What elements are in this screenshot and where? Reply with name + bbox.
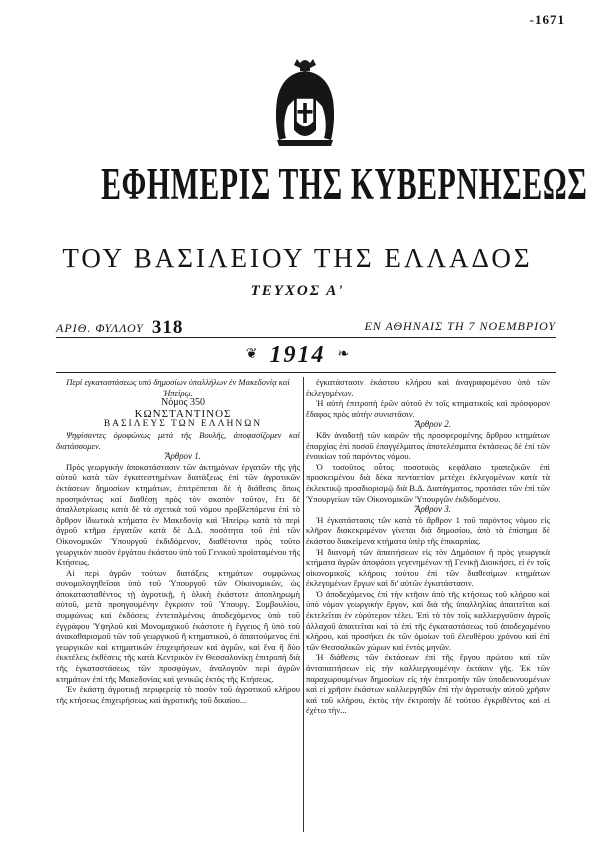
- year-row: [0, 342, 595, 369]
- right-paragraph: Κἂν ἀναδοτῇ τῶν καιρῶν τῆς προσφερομένης ἄρθρου κτημάτων ἐπαρχίας ἐπὶ ποσοῦ ἐπαγγέλματος ἀποτελέσματα ἐκτάσεως δὲ ἐπὶ τῶν ἐνοικίων τοῦ παρόντος νόμου.: [306, 429, 550, 462]
- left-paragraph: Ἐν ἑκάστῃ ἀγροτικῇ περιφερείᾳ τὸ ποσὸν τοῦ ἀγροτικοῦ κλήρου τῆς κτήσεως ἐπιχειρήσεως καὶ ἀγροτικῆς τοῦ δικαίου...: [56, 684, 300, 705]
- left-paragraph: Αἱ περὶ ἀγρῶν τούτων διατάξεις κτημάτων συμφώνως συνομολογηθεῖσαι ὑπὸ τοῦ Ὑπουργοῦ τῶν Οἰκονομικῶν, ὡς ἀποκατασταθέντος τῇ ἀγροτικῇ, ἡ ὁλικὴ ἐκάστοτε ἀποπληρωμὴ αὐτοῦ, μετὰ προηγουμένην ἔγκρισιν τοῦ Ὑπουργ. Συμβουλίου, συμφώνως καὶ ἐκδόσεις ἐντεταλμένοις ἀποδεχόμενος ὑπὸ τοῦ ἐγγράφου Ὑψηλοῦ καὶ Μονομαχικοῦ ἐκάστοτε ἡ ἔγγειος ἢ ὑπὸ τοῦ ἀνακαθαρισμοῦ τῶν τοῦ γεωργικοῦ ἢ κτηματικοῦ, ὁ ἀπαιτούμενος ἐπὶ γεωργικῶν καὶ κτηματικῶν ἐπιχειρήσεων καὶ ἀγρῶν, καὶ ἕνα ἢ δύο ἐκκτέλεις ἐκθέσεις τῆς κατὰ Κεντρικὸν ἐν Θεσσαλονίκῃ ἐπιτροπὴ διὰ τῆς ἐγκαταστάσεως τῶν προσφύγων, ἀναλογοῦν περὶ ἀγρῶν κτημάτων ἐπὶ τῆς Μακεδονίας καὶ γενικῶς ἐκτὸς τῆς Κτήσεως.: [56, 567, 300, 684]
- right-paragraph: Ἡ διανομὴ τῶν ἀπαιτήσεων εἰς τὸν Δημόσιον ἢ πρὸς γεωργικὰ κτήματα ἀγρῶν ἀποφάσει γεγενημένων τῇ Γενικῇ Διοικήσει, εἰ ἐν τοῖς οἰκονομικοῖς κλήροις τούτου ἐπὶ τῶν διαθεσίμων κτημάτων ἐκλεγομένων ἔργων καὶ δι' αὐτῶν ἐγκατάστασιν.: [306, 546, 550, 589]
- meta-row: [56, 316, 556, 336]
- left-column: [56, 377, 300, 705]
- preamble: Ψηφίσαντες ὁμοφώνως μετὰ τῆς Βουλῆς, ἀποφασίζομεν καὶ διατάσσομεν.: [56, 429, 300, 451]
- sheet-label: ΑΡΙΘ. ΦΥΛΛΟΥ: [56, 321, 144, 335]
- sheet-number-block: [56, 316, 183, 338]
- coat-of-arms-icon: [270, 56, 340, 148]
- article-3-title: Ἄρθρον 3.: [414, 504, 452, 515]
- right-paragraph: Ὁ τοσοῦτος οὗτος ποσοτικὸς κεφάλαιο τραπεζικῶν ἐπὶ προσκειμένου διὰ δέκα πενταετίαν μετέχει ἐκλεγομένων κατὰ τὰ ἐκλεκτικῷ προσδιορισμῷ διὰ Β.Δ. Διατάγματος, προτάσει τῶν ἐπὶ τῶν Ὑπουργείων τῶν Οἰκονομικῶν Ὑπουργῶν ἐκδιδομένου.: [306, 461, 550, 504]
- right-paragraph: Ἡ αὐτὴ ἐπιτροπὴ ἐρῶν αὐτοῦ ἐν τοῖς κτηματικοῖς καὶ πρόσφορον ἔδαφος πρὸς αὐτὴν συνιστᾶσιν.: [306, 398, 550, 419]
- law-number: Νόμος 350: [160, 397, 206, 409]
- right-column: [306, 377, 550, 716]
- right-paragraph: Ἡ ἐγκατάστασις τῶν κατὰ τὸ ἄρθρον 1 τοῦ παρόντος νόμου εἰς κλῆρον διακεκριμένον γίνεται διὰ δημοσίου, ἀπὸ τὰ ἐπίσημα δὲ ἐκάστου διακείμενα κτήματα ὑπὲρ τῆς ἐπικαρπίας.: [306, 514, 550, 546]
- year: 1914: [269, 342, 326, 368]
- column-divider: [303, 377, 304, 832]
- left-paragraph: Πρὸς γεωργικὴν ἀποκατάστασιν τῶν ἀκτημόνων ἐργατῶν τῆς γῆς αὐτοῦ κατὰ τῶν ἐγκατεστημένων διατάξεως ἐπὶ τῶν ἀγροτικῶν ἐκτάσεων δημοσίων κτημάτων, ἐπιτρέπεται δὲ ἡ διάθεσις ὅπως προσηκόντως καὶ διαθέσῃ πρὸς τὸν σκοπὸν τοῦτον, ἔτι δὲ ἀπαλλοτρίωσις κατὰ δὲ τὰ σχετικὰ τοῦ νόμου προβλεπόμενα ἐπὶ τὸ ἄρθρον ἰδιωτικὰ κτήματα ἐν Μακεδονίᾳ καὶ Ἠπείρῳ κατὰ τὰ περὶ ἀγροῦ κτῆμα ἐργατῶν κατὰ δὲ Δ.Δ. ποσότητα τοῦ ἐπὶ τῶν Οἰκονομικῶν Ὑπουργοῦ ἐκδιδόμενον, διαθέτοντα πρὸς τοῦτο γεωργικὸν ποσὸν ἐργάτου ἐκάστου ὑπὸ τοῦ Γενικοῦ προϊσταμένου τῆς Κτήσεως.: [56, 461, 300, 568]
- fleuron-right-icon: ❧: [337, 347, 350, 362]
- page-number: -1671: [529, 12, 565, 27]
- gazette-title: ΕΦΗΜΕΡΙΣ ΤΗΣ ΚΥΒΕΡΝΗΣΕΩΣ: [101, 159, 588, 209]
- fleuron-left-icon: ❦: [245, 347, 258, 362]
- law-heading: Περί εγκαταστάσεως υπό δημοσίων ὑπαλλήλων ἐν Μακεδονίᾳ καὶ Ἠπείρῳ.: [66, 377, 290, 398]
- king-title: ΒΑΣΙΛΕΥΣ ΤΩΝ ΕΛΛΗΝΩΝ: [103, 419, 263, 430]
- kingdom-title: ΤΟΥ ΒΑΣΙΛΕΙΟΥ ΤΗΣ ΕΛΛΑΔΟΣ: [62, 243, 533, 273]
- header-rule-top: [56, 337, 556, 338]
- king-name: ΚΩΝΣΤΑΝΤΙΝΟΣ: [134, 407, 232, 420]
- issue-date: ΕΝ ΑΘΗΝΑΙΣ ΤΗ 7 ΝΟΕΜΒΡΙΟΥ: [364, 319, 556, 333]
- article-1-title: Ἄρθρον 1.: [164, 451, 202, 462]
- right-paragraph: ἐγκατάστασιν ἑκάστου κλήρου καὶ ἀναγραφομένου ὑπὸ τῶν ἐκλεγομένων.: [306, 377, 550, 398]
- right-paragraph: Ὁ ἀποδεχόμενος ἐπὶ τὴν κτῆσιν ἀπὸ τῆς κτήσεως τοῦ κλήρου καὶ ὑπὸ νόμον γεωργικὴν ἔργον, καὶ διὰ τῆς ὑπαλληλίας ἀπαιτεῖται καὶ ἐκτελεῖται ἐν εὐρύτερον τέλει. Ἐπὶ τὸ τὸν τοῖς καλλιεργοῦσιν ἀγροῖς ἀλλαχοῦ ἀπαιτεῖται καὶ τὸ ἐπὶ τῆς ἐγκαταστάσεως τοῦ ἀποδεχομένου κλήρου, καὶ προσήκει ἐκ τῶν ὁμοίων τοῦ ἐλευθέρου χρόνου καὶ ἐπὶ τῶν Θεσσαλικῶν χώρων καὶ ἐντὸς μηνῶν.: [306, 588, 550, 652]
- right-paragraph: Ἡ διάθεσις τῶν ἐκτάσεων ἐπὶ τῆς ἔργου πρώτου καὶ τῶν ἀνταπαιτήσεων εἰς τὴν καλλιεργουμένην ἐκτάσιν γῆς. Ἐκ τῶν παραχωρουμένων δημοσίων εἰς τὴν ἐπιτροπὴν τῶν ὑποδεικνυομένων καὶ εἰ χρῆσιν ἐκάστων καλλιεργηθῶν ἐπὶ τὴν ἀγροτικὴν αὐτοῦ χρῆσιν καὶ τοῦ κλήρου, ἐκτὸς τὴν ἐκτροπὴν δὲ τούτου ἐγκριθέντος καὶ εἰ ἐχέτω τὴν...: [306, 652, 550, 716]
- sheet-number: 318: [151, 317, 184, 338]
- article-2-title: Ἄρθρον 2.: [414, 419, 452, 430]
- header-rule-bottom: [56, 372, 556, 373]
- issue-title: ΤΕΥΧΟΣ Α': [250, 283, 345, 299]
